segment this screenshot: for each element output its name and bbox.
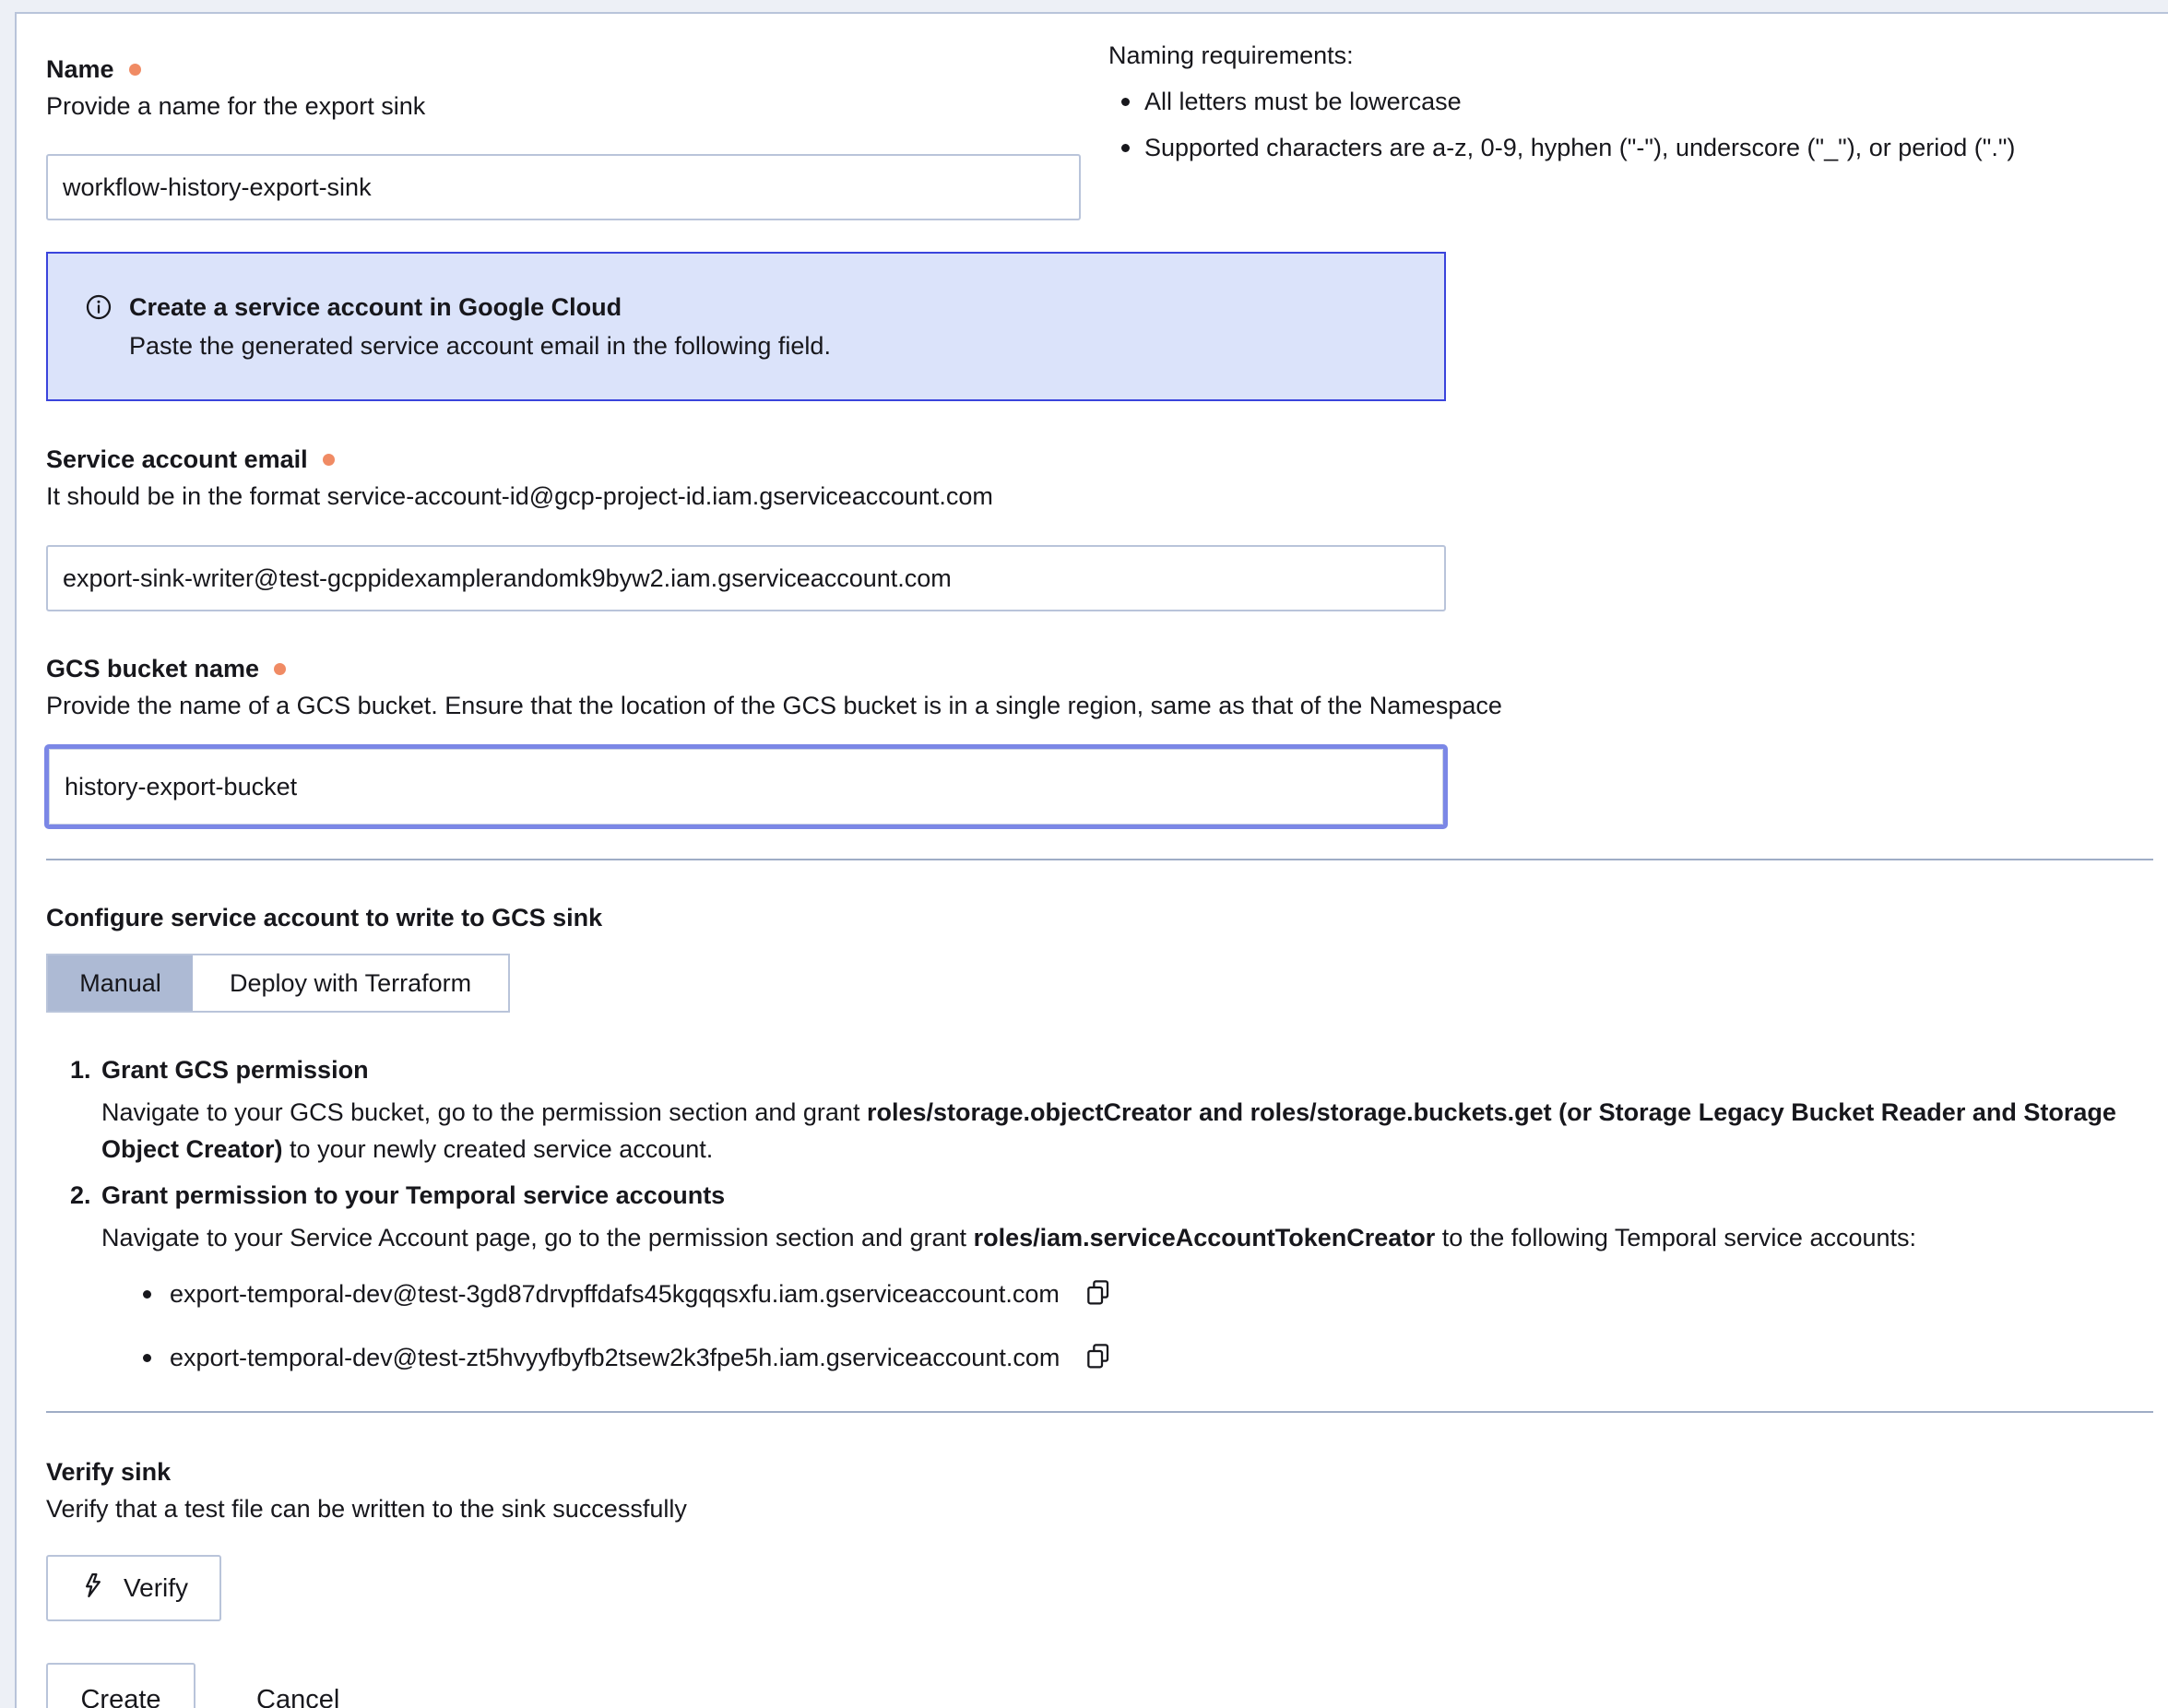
info-callout-body: Paste the generated service account email in the following field. (129, 332, 831, 360)
info-callout-text (129, 289, 831, 364)
bullet-icon (1121, 98, 1130, 106)
section-divider (46, 1411, 2153, 1413)
bullet-icon (1121, 144, 1130, 152)
verify-button[interactable] (46, 1555, 221, 1621)
name-input[interactable] (46, 154, 1081, 220)
tab-deploy-terraform[interactable]: Deploy with Terraform (193, 955, 508, 1011)
service-account-item (143, 1339, 2153, 1376)
required-indicator (323, 454, 335, 466)
tab-manual[interactable]: Manual (48, 955, 193, 1011)
lightning-icon (79, 1572, 107, 1606)
service-account-label-text: Service account email (46, 445, 308, 473)
copy-button[interactable] (1084, 1278, 1113, 1311)
service-account-input[interactable] (46, 545, 1446, 611)
verify-description: Verify that a test file can be written to the sink successfully (46, 1495, 687, 1523)
service-account-info-callout (46, 252, 1446, 401)
info-icon (85, 293, 113, 321)
naming-requirement-item: Supported characters are a-z, 0-9, hyphen ("-"), underscore ("_"), or period (".") (1108, 129, 2164, 166)
step-1-title: 1. Grant GCS permission (70, 1056, 369, 1084)
service-account-label (46, 441, 2153, 478)
temporal-service-accounts-list (46, 1275, 2153, 1376)
info-callout-title: Create a service account in Google Cloud (129, 293, 622, 321)
form-content (17, 14, 2168, 1708)
create-button[interactable]: Create (46, 1663, 195, 1708)
copy-icon (1084, 1342, 1113, 1374)
bucket-label (46, 650, 2153, 687)
cancel-button[interactable]: Cancel (256, 1663, 339, 1708)
required-indicator (129, 64, 141, 76)
verify-heading: Verify sink (46, 1458, 172, 1486)
bullet-icon (143, 1290, 151, 1299)
bucket-input[interactable] (49, 749, 1443, 824)
name-description: Provide a name for the export sink (46, 92, 426, 120)
naming-requirements-title: Naming requirements: (1108, 42, 1354, 69)
bullet-icon (143, 1354, 151, 1362)
verify-button-label: Verify (124, 1573, 189, 1602)
manual-steps (46, 1050, 2153, 1376)
naming-requirement-item: All letters must be lowercase (1108, 83, 2164, 120)
service-account-item (143, 1275, 2153, 1312)
export-sink-form-card (15, 12, 2168, 1708)
name-label-text: Name (46, 55, 114, 83)
bucket-input-focus-ring (44, 744, 1448, 829)
service-account-description: It should be in the format service-account-id@gcp-project-id.iam.gserviceaccount.com (46, 482, 993, 510)
bucket-description: Provide the name of a GCS bucket. Ensure that the location of the GCS bucket is in a single region, same as that of the Namespace (46, 692, 1502, 719)
naming-requirements (1108, 37, 2164, 166)
configure-heading: Configure service account to write to GCS sink (46, 904, 603, 931)
configure-tabs (46, 954, 510, 1013)
step-2-title: 2. Grant permission to your Temporal service accounts (70, 1181, 726, 1209)
required-indicator (274, 663, 286, 675)
section-divider (46, 859, 2153, 860)
service-account-email: export-temporal-dev@test-3gd87drvpffdafs45kgqqsxfu.iam.gserviceaccount.com (170, 1280, 1060, 1308)
copy-button[interactable] (1084, 1342, 1113, 1374)
step-1-body: Navigate to your GCS bucket, go to the permission section and grant roles/storage.objectCreator and roles/storage.buckets.get (or Storage Legacy Bucket Reader and Storage Object Creator) to your newly created service account. (101, 1098, 2116, 1163)
step-2-body: Navigate to your Service Account page, go to the permission section and grant roles/iam.serviceAccountTokenCreator to the following Temporal service accounts: (101, 1224, 1917, 1251)
copy-icon (1084, 1278, 1113, 1311)
form-actions (46, 1663, 2153, 1708)
service-account-email: export-temporal-dev@test-zt5hvyyfbyfb2tsew2k3fpe5h.iam.gserviceaccount.com (170, 1344, 1060, 1371)
bucket-label-text: GCS bucket name (46, 655, 260, 682)
